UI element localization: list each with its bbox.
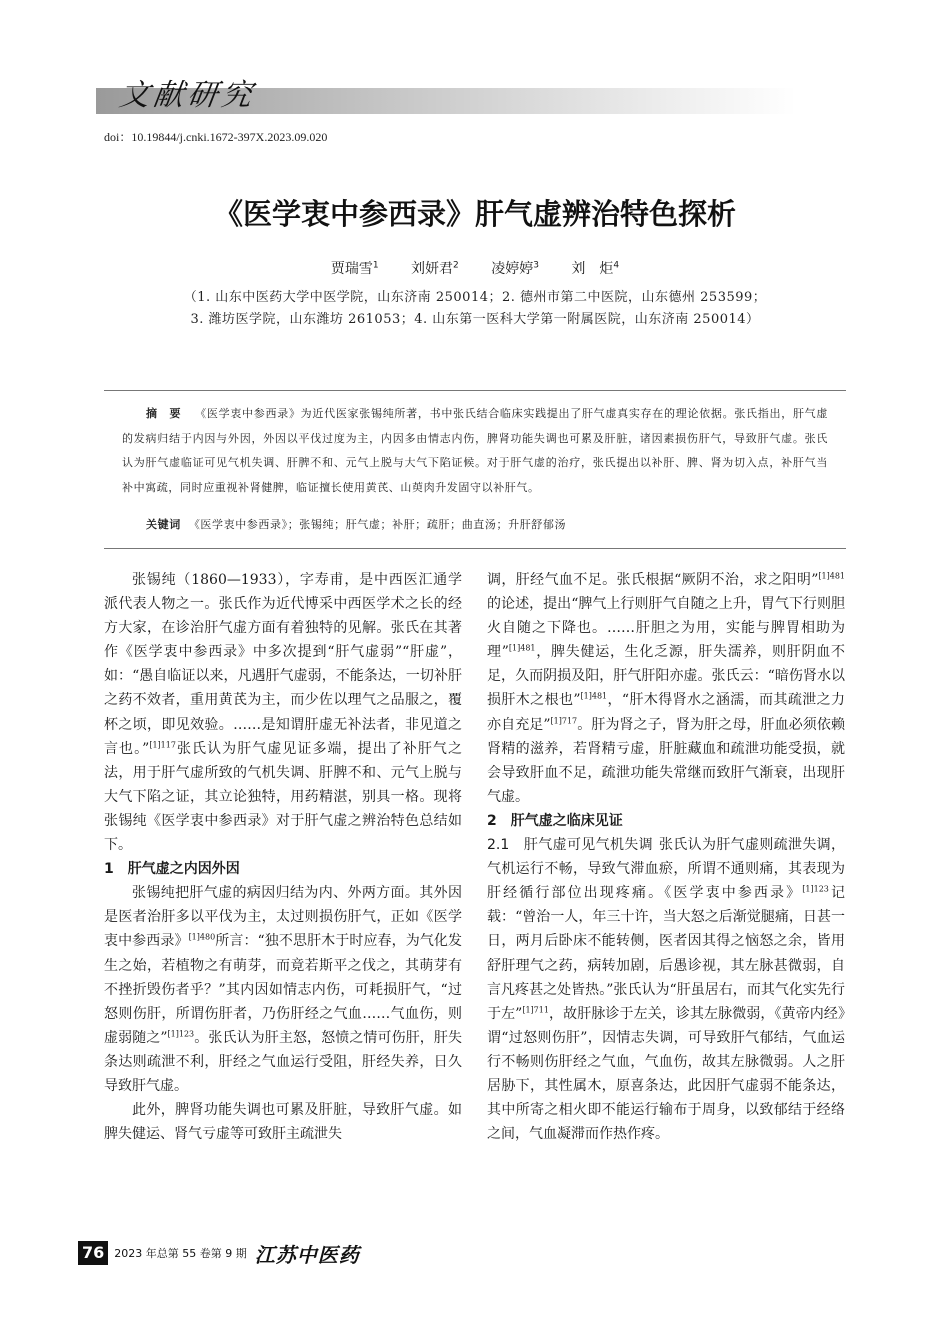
author: 刘妍君$^2$ bbox=[411, 260, 459, 277]
section-heading: 1 肝气虚之内因外因 bbox=[104, 861, 240, 878]
divider bbox=[104, 390, 846, 391]
abstract-label: 摘 要 bbox=[146, 407, 182, 420]
paragraph: 2.1 肝气虚可见气机失调 张氏认为肝气虚则疏泄失调，气机运行不畅，导致气滞血瘀，所谓不通则痛，其表现为肝经循行部位出现疼痛。《医学衷中参西录》$^{[1]123}$记载：“曾治一人，年三十许，当大怒之后渐觉腿痛，日甚一日，两月后卧床不能转侧，医者因其得之恼怒之余，皆用舒肝理气之药，病转加剧，后愚诊视，其左脉甚微弱，自言凡疼甚之处皆热。”张氏认为“肝虽居右，而其气化实先行于左”$^{[1]711}$，故肝脉诊于左关，诊其左脉微弱，《黄帝内经》谓“过怒则伤肝”，因情志失调，可导致肝气郁结，气血运行不畅则伤肝经之气血，气血伤，故其左脉微弱。人之肝居胁下，其性属木，原喜条达，此因肝气虚弱不能条达，其中所寄之相火即不能运行输布于周身，以致郁结于经络之间，气血凝滞而作热作疼。 bbox=[487, 837, 846, 1143]
affiliation-line: （1. 山东中医药大学中医学院，山东济南 250014；2. 德州市第二中医院，山东德州 253599； bbox=[183, 290, 767, 305]
author: 贾瑞雪$^1$ bbox=[330, 260, 379, 277]
keywords bbox=[122, 516, 828, 532]
author: 刘 炬$^4$ bbox=[571, 260, 620, 277]
page-number: 76 bbox=[78, 1241, 108, 1265]
keywords-text: 《医学衷中参西录》；张锡纯；肝气虚；补肝；疏肝；曲直汤；升肝舒郁汤 bbox=[188, 518, 567, 531]
doi: doi：10.19844/j.cnki.1672-397X.2023.09.020 bbox=[104, 130, 328, 144]
divider bbox=[104, 548, 846, 549]
paragraph: 此外，脾肾功能失调也可累及肝脏，导致肝气虚。如脾失健运、肾气亏虚等可致肝主疏泄失 bbox=[104, 1102, 462, 1143]
paragraph: 张锡纯把肝气虚的病因归结为内、外两方面。其外因是医者治肝多以平伐为主，太过则损伤肝气，正如《医学衷中参西录》$^{[1]480}$所言：“独不思肝木于时应春，为气化发生之始，若植物之有萌芽，而竟若斯平之伐之，其萌芽有不挫折毁伤者乎？”其内因如情志内伤，可耗损肝气，“过怒则伤肝，所谓伤肝者，乃伤肝经之气血……气血伤，则虚弱随之”$^{[1]123}$。张氏认为肝主怒，怒愤之情可伤肝，肝失条达则疏泄不利，肝经之气血运行受阻，肝经失养，日久导致肝气虚。 bbox=[104, 885, 463, 1094]
journal-logo: 江苏中医药 bbox=[254, 1242, 360, 1267]
author-list bbox=[0, 258, 950, 278]
issue-info: 2023 年总第 55 卷第 9 期 bbox=[114, 1247, 247, 1260]
body-column-right bbox=[487, 568, 845, 1146]
author: 凌婷婷$^3$ bbox=[491, 260, 539, 277]
article-title: 《医学衷中参西录》肝气虚辨治特色探析 bbox=[213, 197, 736, 231]
paragraph: 调，肝经气血不足。张氏根据“厥阴不治，求之阳明”$^{[1]481}$的论述，提出“脾气上行则肝气自随之上升，胃气下行则胆火自随之下降也。……肝胆之为用，实能与脾胃相助为理”$^{[1]481}$，脾失健运，生化乏源，肝失濡养，则肝阴血不足，久而阴损及阳，肝气肝阳亦虚。张氏云：“暗伤肾水以损肝木之根也”$^{[1]481}$，“肝木得肾水之涵濡，而其疏泄之力亦自充足”$^{[1]717}$。肝为肾之子，肾为肝之母，肝血必须依赖肾精的滋养，若肾精亏虚，肝脏藏血和疏泄功能受损，就会导致肝血不足，疏泄功能失常继而致肝气渐衰，出现肝气虚。 bbox=[487, 571, 845, 805]
abstract bbox=[122, 402, 828, 500]
body-column-left bbox=[104, 568, 462, 1146]
keywords-label: 关键词 bbox=[146, 518, 181, 531]
affiliation-line: 3. 潍坊医学院，山东潍坊 261053；4. 山东第一医科大学第一附属医院，山东济南 250014） bbox=[190, 312, 760, 327]
section-heading: 2 肝气虚之临床见证 bbox=[487, 812, 623, 829]
abstract-text: 《医学衷中参西录》为近代医家张锡纯所著，书中张氏结合临床实践提出了肝气虚真实存在的理论依据。张氏指出，肝气虚的发病归结于内因与外因，外因以平伐过度为主，内因多由情志内伤，脾肾功能失调也可累及肝脏，诸因素损伤肝气，导致肝气虚。张氏认为肝气虚临证可见气机失调、肝脾不和、元气上脱与大气下陷证候。对于肝气虚的治疗，张氏提出以补肝、脾、肾为切入点，补肝气当补中寓疏，同时应重视补肾健脾，临证擅长使用黄芪、山萸肉升发固守以补肝气。 bbox=[122, 407, 828, 494]
page-footer bbox=[78, 1240, 360, 1266]
paragraph: 张锡纯（1860—1933），字寿甫，是中西医汇通学派代表人物之一。张氏作为近代博采中西医学术之长的经方大家，在诊治肝气虚方面有着独特的见解。张氏在其著作《医学衷中参西录》中多次提到“肝气虚弱”“肝虚”，如：“愚自临证以来，凡遇肝气虚弱，不能条达，一切补肝之药不效者，重用黄芪为主，而少佐以理气之品服之，覆杯之顷，即见效验。……是知谓肝虚无补法者，非见道之言也。”$^{[1]117}$张氏认为肝气虚见证多端，提出了补肝气之法，用于肝气虚所致的气机失调、肝脾不和、元气上脱与大气下陷之证，其立论独特，用药精湛，别具一格。现将张锡纯《医学衷中参西录》对于肝气虚之辨治特色总结如下。 bbox=[104, 572, 462, 854]
subsection-heading: 2.1 肝气虚可见气机失调 bbox=[487, 837, 653, 854]
section-label: 文献研究 bbox=[117, 78, 258, 113]
